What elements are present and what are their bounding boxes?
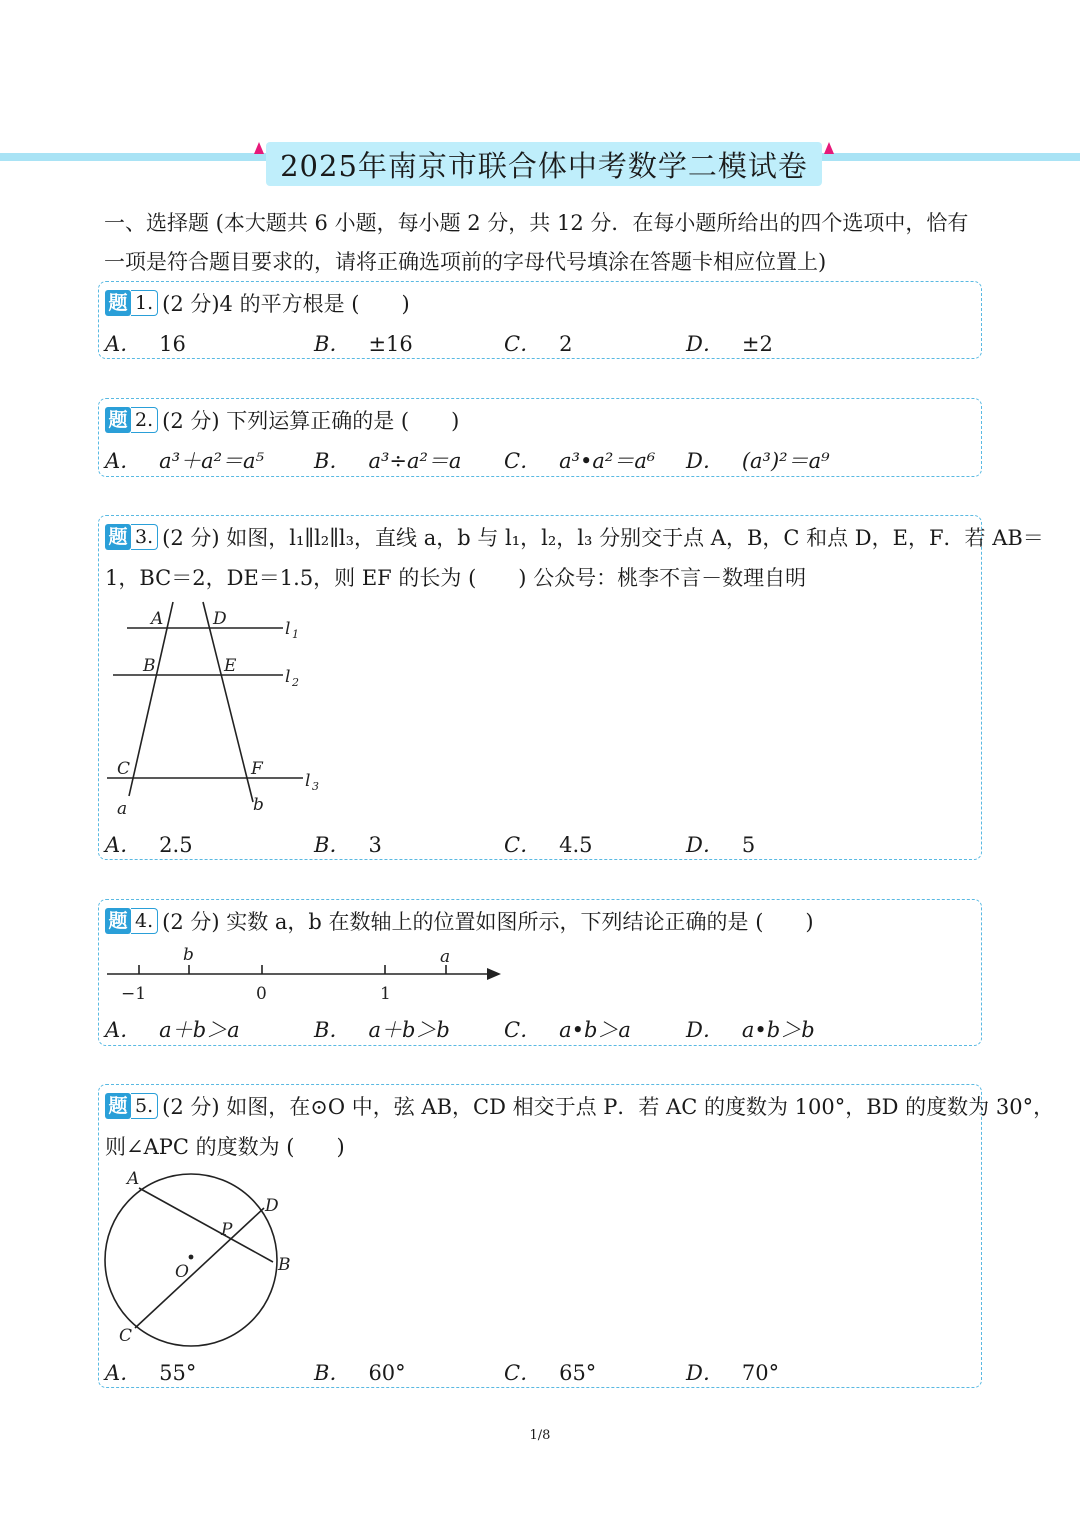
question-tag: 题 xyxy=(105,290,131,316)
question-3 xyxy=(98,515,1044,860)
tick-label-0: 0 xyxy=(256,984,267,1004)
label-D: D xyxy=(213,609,227,629)
question-text: (2 分) 下列运算正确的是 ( ) xyxy=(162,409,460,433)
label-P: P xyxy=(221,1220,233,1240)
question-tag: 题 xyxy=(105,1093,131,1119)
parallel-lines-figure xyxy=(107,596,337,821)
label-A: A xyxy=(127,1169,140,1189)
option-c: C． 4.5 xyxy=(504,833,593,857)
question-text: (2 分) 实数 a，b 在数轴上的位置如图所示，下列结论正确的是 ( ) xyxy=(162,910,814,934)
label-A: A xyxy=(151,609,164,629)
label-D: D xyxy=(265,1196,279,1216)
circle-chords-figure xyxy=(103,1165,313,1351)
number-line-figure xyxy=(103,942,513,1008)
question-tag: 题 xyxy=(105,908,131,934)
line-b xyxy=(203,602,253,802)
question-5 xyxy=(98,1084,1055,1388)
question-number: 1. xyxy=(131,290,158,316)
option-c: C． a•b＞a xyxy=(504,1018,631,1042)
question-text: (2 分) 如图，l₁∥l₂∥l₃，直线 a，b 与 l₁，l₂，l₃ 分别交于点 A，B，C 和点 D，E，F．若 AB＝ xyxy=(162,526,1044,550)
option-b: B． ±16 xyxy=(314,332,413,356)
question-text-line2: 则∠APC 的度数为 ( ) xyxy=(105,1135,345,1159)
question-number: 2. xyxy=(131,407,158,433)
label-E: E xyxy=(224,656,237,676)
option-a: A． a³＋a²＝a⁵ xyxy=(105,449,264,473)
question-tag: 题 xyxy=(105,407,131,433)
option-c: C． 2 xyxy=(504,332,573,356)
question-text: (2 分)4 的平方根是 ( ) xyxy=(162,292,410,316)
axis-arrow-icon xyxy=(487,968,501,980)
option-d: D． 5 xyxy=(686,833,756,857)
label-B: B xyxy=(278,1255,291,1275)
title-right-marker xyxy=(824,142,834,154)
question-text-line2: 1，BC＝2，DE＝1.5，则 EF 的长为 ( ) 公众号：桃李不言－数理自明 xyxy=(105,566,807,590)
label-B: B xyxy=(143,656,156,676)
question-4 xyxy=(98,899,982,1046)
question-tag: 题 xyxy=(105,524,131,550)
option-d: D． 70° xyxy=(686,1361,780,1385)
label-l1-sub: 1 xyxy=(292,628,299,641)
label-l3: l xyxy=(305,771,311,791)
question-1-head xyxy=(105,288,410,318)
line-a xyxy=(129,602,173,796)
option-b: B． a³÷a²＝a xyxy=(314,449,462,473)
label-l3-sub: 3 xyxy=(312,780,319,793)
label-a: a xyxy=(117,799,128,819)
option-b: B． 60° xyxy=(314,1361,406,1385)
question-number: 5. xyxy=(131,1093,158,1119)
question-1 xyxy=(98,281,982,359)
question-2 xyxy=(98,398,982,477)
center-dot xyxy=(189,1255,194,1260)
circle-O xyxy=(105,1174,277,1346)
point-label-b: b xyxy=(183,945,194,965)
option-c: C． a³•a²＝a⁶ xyxy=(504,449,656,473)
question-number: 4. xyxy=(131,908,158,934)
label-C: C xyxy=(119,1326,133,1346)
question-number: 3. xyxy=(131,524,158,550)
label-l2-sub: 2 xyxy=(292,676,299,689)
tick-label-minus-1: −1 xyxy=(121,984,147,1004)
page-title: 2025年南京市联合体中考数学二模试卷 xyxy=(266,142,822,186)
page-number: 1/8 xyxy=(529,1428,551,1443)
label-F: F xyxy=(251,759,263,779)
question-text: (2 分) 如图，在⊙O 中，弦 AB，CD 相交于点 P．若 AC 的度数为 100°，BD 的度数为 30°， xyxy=(162,1095,1055,1119)
chord-AB xyxy=(139,1188,273,1262)
option-d: D． ±2 xyxy=(686,332,773,356)
option-b: B． 3 xyxy=(314,833,382,857)
option-c: C． 65° xyxy=(504,1361,597,1385)
title-left-marker xyxy=(254,142,264,154)
option-a: A． 55° xyxy=(105,1361,197,1385)
tick-label-1: 1 xyxy=(380,984,391,1004)
chord-CD xyxy=(135,1208,264,1328)
point-label-a: a xyxy=(440,947,451,967)
label-l2: l xyxy=(285,667,291,687)
option-b: B． a＋b＞b xyxy=(314,1018,450,1042)
label-C: C xyxy=(117,759,131,779)
label-b: b xyxy=(253,795,264,815)
option-d: D． (a³)²＝a⁹ xyxy=(686,449,830,473)
label-O: O xyxy=(175,1262,189,1282)
option-d: D． a•b＞b xyxy=(686,1018,815,1042)
section-intro: 一、选择题 (本大题共 6 小题，每小题 2 分，共 12 分．在每小题所给出的四个选项中，恰有一项是符合题目要求的，请将正确选项前的字母代号填涂在答题卡相应位置上) xyxy=(104,211,969,274)
option-a: A． a＋b＞a xyxy=(105,1018,240,1042)
option-a: A． 2.5 xyxy=(105,833,193,857)
label-l1: l xyxy=(285,619,291,639)
option-a: A． 16 xyxy=(105,332,186,356)
